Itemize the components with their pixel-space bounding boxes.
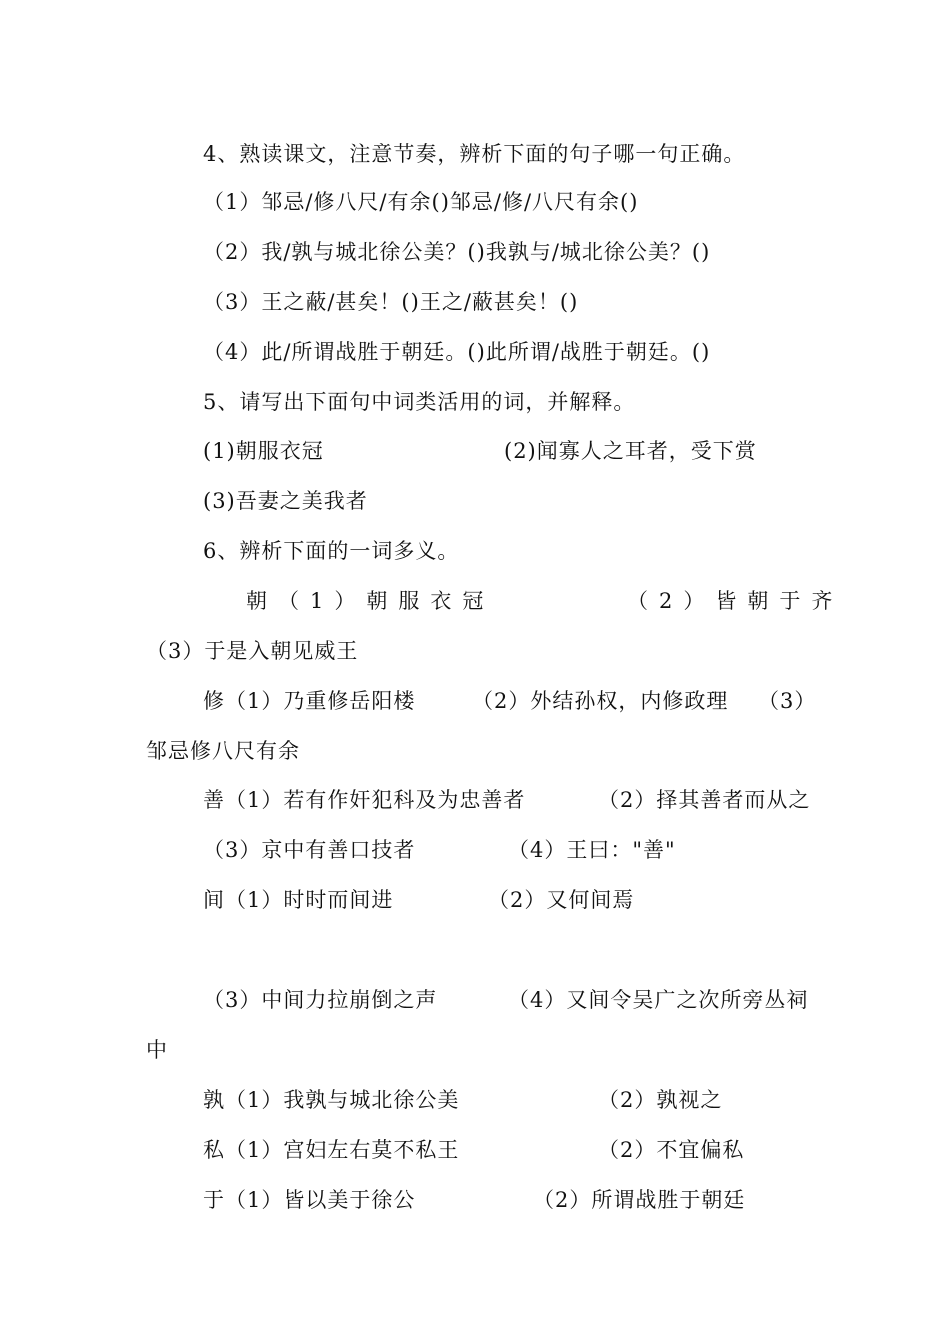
xiu-item-1: 修（1）乃重修岳阳楼 [203, 689, 416, 713]
jian-item-2: （2）又何间焉 [488, 888, 635, 912]
shu-item-2: （2）孰视之 [598, 1088, 723, 1112]
xiu-item-2: （2）外结孙权，内修政理 [472, 689, 729, 713]
q4-item-3: （3）王之蔽/甚矣！()王之/蔽甚矣！() [203, 290, 579, 314]
q5-heading: 5、请写出下面句中词类活用的词，并解释。 [203, 390, 636, 414]
q5-item-1: (1)朝服衣冠 [203, 439, 324, 463]
chao-item-1: 朝（1）朝服衣冠 [246, 589, 495, 613]
si-item-2: （2）不宜偏私 [598, 1138, 745, 1162]
q4-item-1: （1）邹忌/修八尺/有余()邹忌/修/八尺有余() [203, 190, 639, 214]
yu-item-1: 于（1）皆以美于徐公 [203, 1188, 416, 1212]
q6-heading: 6、辨析下面的一词多义。 [203, 539, 460, 563]
si-item-1: 私（1）宫妇左右莫不私王 [203, 1138, 460, 1162]
shan-item-4: （4）王曰："善" [508, 838, 676, 862]
q4-item-4: （4）此/所谓战胜于朝廷。()此所谓/战胜于朝廷。() [203, 340, 711, 364]
chao-item-3: （3）于是入朝见威王 [146, 639, 359, 663]
jian-item-1: 间（1）时时而间进 [203, 888, 394, 912]
shan-item-3: （3）京中有善口技者 [203, 838, 416, 862]
xiu-item-3-number: （3） [758, 689, 817, 713]
jian-item-4: （4）又间令吴广之次所旁丛祠 [508, 988, 809, 1012]
q4-item-2: （2）我/孰与城北徐公美？()我孰与/城北徐公美？() [203, 240, 711, 264]
shan-item-2: （2）择其善者而从之 [598, 788, 811, 812]
jian-item-3: （3）中间力拉崩倒之声 [203, 988, 438, 1012]
q4-heading: 4、熟读课文，注意节奏，辨析下面的句子哪一句正确。 [203, 142, 746, 166]
q5-item-2: (2)闻寡人之耳者，受下赏 [504, 439, 757, 463]
xiu-item-3: 邹忌修八尺有余 [146, 739, 300, 763]
jian-item-4-cont: 中 [146, 1038, 168, 1062]
q5-item-3: (3)吾妻之美我者 [203, 489, 368, 513]
yu-item-2: （2）所谓战胜于朝廷 [533, 1188, 746, 1212]
chao-item-2: （2）皆朝于齐 [627, 589, 844, 613]
shu-item-1: 孰（1）我孰与城北徐公美 [203, 1088, 460, 1112]
shan-item-1: 善（1）若有作奸犯科及为忠善者 [203, 788, 526, 812]
